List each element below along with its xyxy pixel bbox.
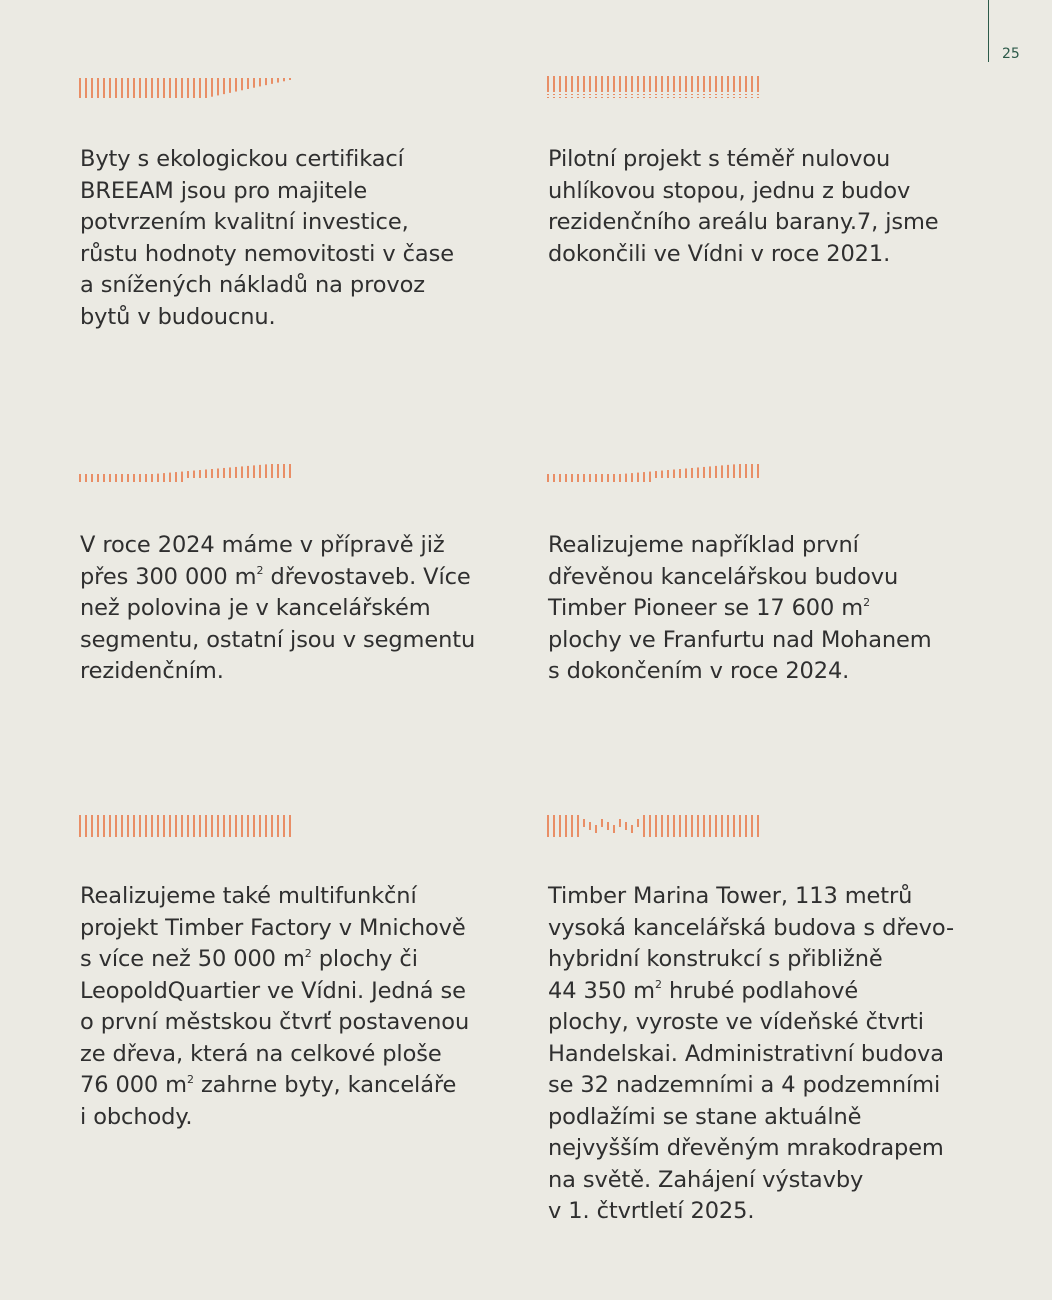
- paragraph: Timber Marina Tower, 113 metrů vysoká kancelářská budova s dřevo- hybridní konstrukcí s přibližně 44 350 $m^2$ hrubé podlahové plochy, vyroste ve vídeňské čtvrti Handelskai. Administrativní budova se 32 nadzemními a 4 podzemními podlažími se stane aktuálně nejvyšším dřevěným mrakodrapem na světě. Zahájení výstavby v 1. čtvrtletí 2025.: [548, 883, 954, 1224]
- bar-ornament: [78, 74, 294, 104]
- paragraph: V roce 2024 máme v přípravě již přes 300 000 $m^2$ dřevostaveb. Více než polovina je v kancelářském segmentu, ostatní jsou v segmentu rezidenčním.: [80, 532, 476, 684]
- paragraph: Byty s ekologickou certifikací BREEAM jsou pro majitele potvrzením kvalitní investice, růstu hodnoty nemovitosti v čase a snížených nákladů na provoz bytů v budoucnu.: [80, 146, 454, 330]
- paragraph: Realizujeme také multifunkční projekt Timber Factory v Mnichově s více než 50 000 $m^2$ plochy či LeopoldQuartier ve Vídni. Jedná se o první městskou čtvrť postavenou ze dřeva, která na celkové ploše 76 000 $m^2$ zahrne byty, kanceláře i obchody.: [80, 883, 470, 1130]
- bar-ornament: [546, 811, 762, 841]
- page-number: 25: [1002, 46, 1020, 62]
- bar-ornament: [546, 74, 762, 104]
- text-block-timber-marina-tower: [548, 811, 988, 1228]
- page-number-rule: [988, 0, 989, 62]
- paragraph: Realizujeme například první dřevěnou kancelářskou budovu Timber Pioneer se 17 600 $m^2$ plochy ve Franfurtu nad Mohanem s dokončením v roce 2024.: [548, 532, 932, 684]
- paragraph: Pilotní projekt s téměř nulovou uhlíkovou stopou, jednu z budov rezidenčního areálu barany.7, jsme dokončili ve Vídni v roce 2021.: [548, 146, 939, 267]
- text-block-wood-construction-2024: [80, 460, 520, 688]
- text-block-timber-factory: [80, 811, 520, 1133]
- text-block-breeam: [80, 74, 520, 333]
- bar-ornament: [546, 460, 762, 490]
- bar-ornament: [78, 811, 294, 841]
- bar-ornament: [78, 460, 294, 490]
- text-block-timber-pioneer: [548, 460, 988, 688]
- text-block-pilot-project: [548, 74, 988, 270]
